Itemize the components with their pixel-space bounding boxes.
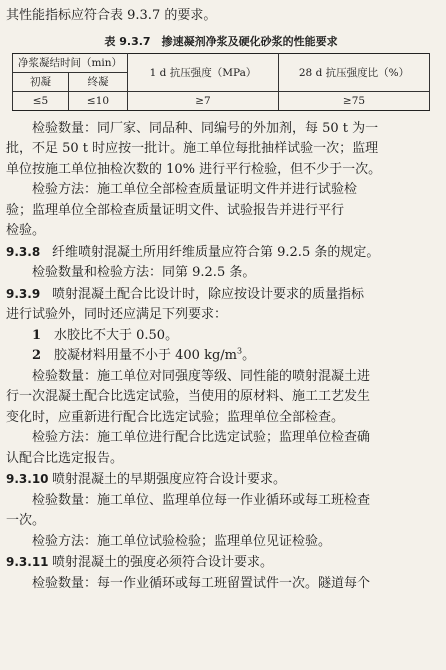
s939-qty-line-3: 变化时，应重新进行配合比选定试验；监理单位全部检查。 (6, 409, 345, 425)
header-setting-time: 净浆凝结时间（min） (13, 53, 128, 72)
s9310-method-line: 检验方法：施工单位试验检验；监理单位见证检验。 (32, 533, 332, 549)
s939-item-1-number: 1 (32, 327, 42, 343)
header-28d-ratio: 28 d 抗压强度比（%） (279, 53, 430, 91)
s939-number: 9.3.9 (6, 286, 41, 301)
s939-item-2-number: 2 (32, 348, 42, 363)
s939-qty-line-2: 行一次混凝土配合比选定试验，当使用的原材料、施工工艺发生 (6, 389, 371, 404)
value-initial-set: ≤5 (13, 91, 69, 110)
s9310-qty-line-2: 一次。 (6, 513, 46, 528)
s939-method-line-1: 检验方法：施工单位进行配合比选定试验；监理单位检查确 (32, 430, 371, 445)
s939-qty-line-1: 检验数量：施工单位对同强度等级、同性能的喷射混凝土进 (32, 368, 371, 384)
s9311-text: 喷射混凝土的强度必须符合设计要求。 (52, 555, 274, 570)
s938-clause (6, 242, 436, 264)
s938-number: 9.3.8 (6, 244, 41, 259)
s939-clause (6, 284, 436, 306)
s939-item-2-superscript: 3 (236, 346, 243, 356)
header-final-set: 终凝 (69, 72, 128, 91)
s9310-number: 9.3.10 (6, 472, 49, 486)
s9310-text: 喷射混凝土的早期强度应符合设计要求。 (52, 472, 287, 487)
header-1d-strength: 1 d 抗压强度（MPa） (128, 53, 279, 91)
s9310-clause (6, 469, 436, 491)
table-title: 表 9.3.7 掺速凝剂净浆及硬化砂浆的性能要求 (104, 34, 338, 48)
s937-qty-line-1: 检验数量：同厂家、同品种、同编号的外加剂，每 50 t 为一 (32, 120, 379, 136)
s937-method-line-2: 验；监理单位全部检查质量证明文件、试验报告并进行平行 (6, 202, 345, 218)
s938-check-line: 检验数量和检验方法：同第 9.2.5 条。 (32, 265, 256, 280)
s938-text: 纤维喷射混凝土所用纤维质量应符合第 9.2.5 条的规定。 (52, 244, 380, 260)
value-final-set: ≤10 (69, 91, 128, 110)
s939-item-1 (6, 326, 436, 347)
header-initial-set: 初凝 (13, 72, 69, 91)
s939-item-2-end: 。 (242, 348, 256, 363)
intro-line: 其性能指标应符合表 9.3.7 的要求。 (6, 8, 217, 23)
s939-item-2 (6, 346, 436, 367)
s939-text-1: 喷射混凝土配合比设计时，除应按设计要求的质量指标 (52, 286, 365, 302)
s937-method-line-3: 检验。 (6, 223, 46, 238)
s9311-qty-line-1: 检验数量：每一作业循环或每工班留置试件一次。隧道每个 (32, 575, 371, 591)
s937-qty-line-2: 批，不足 50 t 时应按一批计。施工单位每批抽样试验一次；监理 (6, 141, 379, 156)
s939-item-1-text: 水胶比不大于 0.50。 (54, 327, 179, 343)
value-28d-ratio: ≥75 (279, 91, 430, 110)
s9311-number: 9.3.11 (6, 555, 49, 569)
s939-item-2-text: 胶凝材料用量不小于 400 kg/m (54, 348, 237, 363)
s939-text-line-2: 进行试验外，同时还应满足下列要求： (6, 307, 228, 322)
value-1d-strength: ≥7 (128, 91, 279, 110)
s937-qty-line-3: 单位按施工单位抽检次数的 10% 进行平行检验，但不少于一次。 (6, 161, 382, 177)
s939-method-line-2: 认配合比选定报告。 (6, 450, 124, 466)
s9311-clause (6, 552, 436, 574)
s9310-qty-line-1: 检验数量：施工单位、监理单位每一作业循环或每工班检查 (32, 492, 371, 508)
s937-method-line-1: 检验方法：施工单位全部检查质量证明文件并进行试验检 (32, 182, 358, 197)
performance-table (12, 53, 430, 111)
